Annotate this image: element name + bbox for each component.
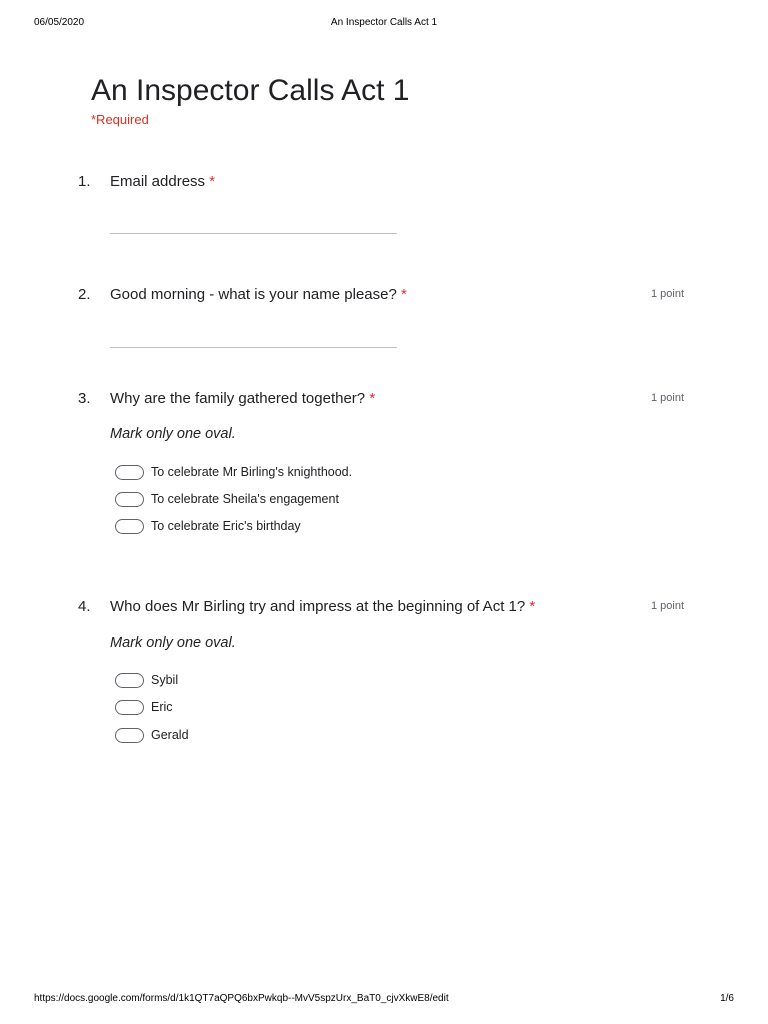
- option-label: To celebrate Mr Birling's knighthood.: [151, 465, 353, 479]
- question-text: Email address *: [110, 173, 216, 190]
- option-label: To celebrate Eric's birthday: [151, 519, 301, 533]
- required-star: *: [529, 598, 536, 615]
- option-label: Gerald: [151, 728, 189, 742]
- instruction-text: Mark only one oval.: [110, 635, 236, 651]
- print-doc-title: An Inspector Calls Act 1: [330, 17, 438, 28]
- instruction-text: Mark only one oval.: [110, 426, 236, 442]
- print-date: 06/05/2020: [34, 17, 85, 28]
- question-points: 1 point: [650, 600, 684, 612]
- required-star: *: [369, 390, 376, 407]
- radio-oval[interactable]: [115, 700, 144, 715]
- radio-oval[interactable]: [115, 728, 144, 743]
- question-points: 1 point: [650, 392, 684, 404]
- option-label: Eric: [151, 700, 173, 714]
- radio-oval[interactable]: [115, 673, 144, 688]
- question-text: Good morning - what is your name please? *: [110, 286, 407, 303]
- required-star: *: [209, 173, 216, 190]
- radio-oval[interactable]: [115, 465, 144, 480]
- question-number: 2.: [78, 286, 91, 303]
- name-answer-field[interactable]: [110, 347, 397, 348]
- option-label: To celebrate Sheila's engagement: [151, 492, 339, 506]
- question-number: 3.: [78, 390, 91, 407]
- question-number: 4.: [78, 598, 91, 615]
- form-title: An Inspector Calls Act 1: [91, 74, 410, 107]
- print-url: https://docs.google.com/forms/d/1k1QT7aQPQ6bxPwkqb--MvV5spzUrx_BaT0_cjvXkwE8/edit: [34, 993, 449, 1004]
- required-note: *Required: [91, 112, 149, 127]
- email-answer-field[interactable]: [110, 233, 397, 234]
- radio-oval[interactable]: [115, 519, 144, 534]
- question-points: 1 point: [650, 288, 684, 300]
- radio-oval[interactable]: [115, 492, 144, 507]
- print-footer: [34, 993, 734, 1007]
- question-text: Who does Mr Birling try and impress at the beginning of Act 1? *: [110, 598, 536, 615]
- required-star: *: [401, 286, 407, 303]
- option-label: Sybil: [151, 673, 179, 687]
- page-number: 1/6: [720, 993, 734, 1004]
- question-text: Why are the family gathered together? *: [110, 390, 376, 407]
- question-number: 1.: [78, 173, 91, 190]
- print-header: [34, 17, 734, 31]
